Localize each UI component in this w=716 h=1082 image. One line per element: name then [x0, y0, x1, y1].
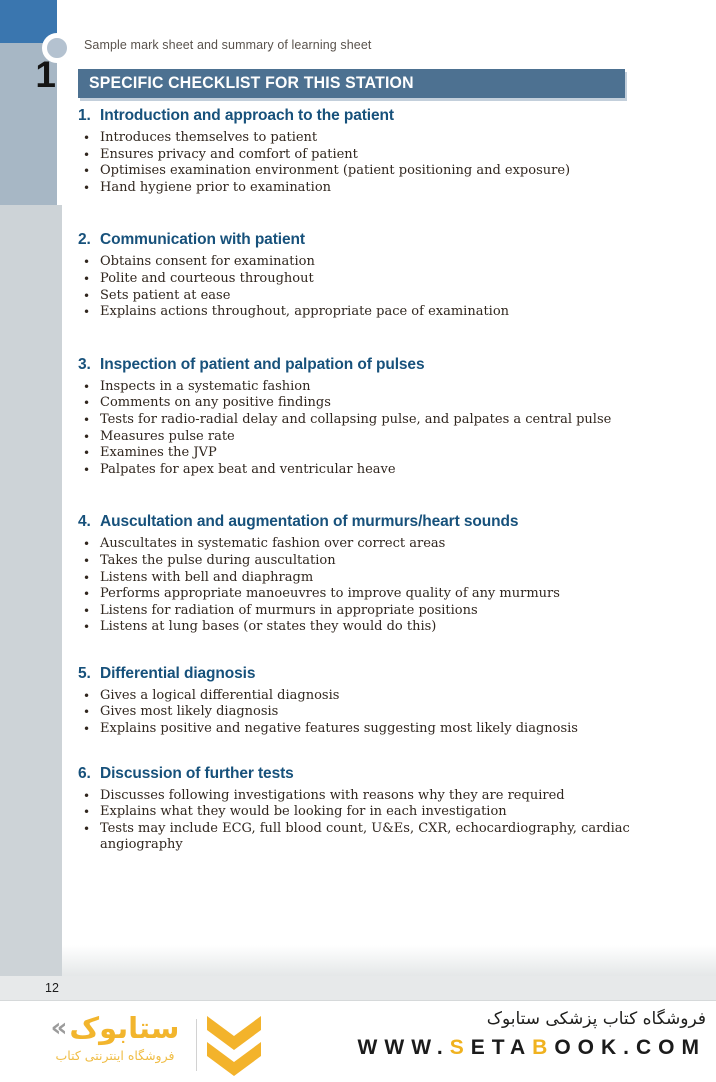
section-title: Differential diagnosis: [100, 664, 256, 682]
checklist-item: • Introduces themselves to patient: [78, 130, 638, 147]
section-title: Auscultation and augmentation of murmurs/heart sounds: [100, 513, 519, 531]
chapter-number: 1: [35, 54, 56, 95]
checklist-item: • Explains actions throughout, appropriate pace of examination: [78, 304, 638, 321]
section-title: Communication with patient: [100, 231, 305, 249]
checklist-item: • Tests may include ECG, full blood count, U&Es, CXR, echocardiography, cardiac angiography: [78, 821, 638, 854]
logo-tagline: فروشگاه اینترنتی کتاب: [55, 1048, 175, 1063]
checklist-item: • Performs appropriate manoeuvres to improve quality of any murmurs: [78, 586, 638, 603]
checklist-item: • Listens with bell and diaphragm: [78, 570, 638, 587]
setabook-logo: [40, 1011, 190, 1063]
checklist-items: [78, 788, 638, 854]
website-url-segment: WWW.: [357, 1036, 450, 1059]
section-title: Introduction and approach to the patient: [100, 107, 394, 124]
checklist-item: • Gives a logical differential diagnosis: [78, 688, 638, 705]
checklist-item: • Takes the pulse during auscultation: [78, 553, 638, 570]
checklist-item: • Measures pulse rate: [78, 429, 638, 446]
margin-note: Sample mark sheet and summary of learning sheet: [84, 38, 372, 52]
website-url-segment: ETA: [470, 1036, 533, 1059]
checklist-items: [78, 254, 638, 320]
website-url-segment: B: [532, 1036, 555, 1059]
logo-wordmark-text: ستابوک: [69, 1011, 180, 1045]
section-number: 5.: [78, 664, 91, 682]
website-url-segment: OOK.COM: [554, 1036, 706, 1059]
logo-wordmark: [40, 1011, 190, 1045]
checklist-item: • Discusses following investigations with reasons why they are required: [78, 788, 638, 805]
checklist-item: • Hand hygiene prior to examination: [78, 180, 638, 197]
checklist-item: • Gives most likely diagnosis: [78, 704, 638, 721]
website-url-segment: S: [449, 1036, 471, 1059]
checklist-section: [78, 764, 638, 854]
checklist-section: [78, 512, 638, 636]
section-number: 1.: [78, 107, 91, 124]
checklist-item: • Comments on any positive findings: [78, 395, 638, 412]
checklist-item: • Auscultates in systematic fashion over correct areas: [78, 536, 638, 553]
section-number: 2.: [78, 231, 91, 249]
section-heading: [78, 230, 638, 250]
checklist-item: • Explains positive and negative features suggesting most likely diagnosis: [78, 721, 638, 738]
checklist-section: [78, 355, 638, 479]
website-url: [358, 1036, 706, 1060]
checklist-item: • Examines the JVP: [78, 445, 638, 462]
checklist-item: • Tests for radio-radial delay and collapsing pulse, and palpates a central pulse: [78, 412, 638, 429]
sections: [78, 106, 638, 854]
section-number: 6.: [78, 764, 91, 782]
checklist-item: • Optimises examination environment (patient positioning and exposure): [78, 163, 638, 180]
checklist-item: • Ensures privacy and comfort of patient: [78, 147, 638, 164]
checklist-section: [78, 664, 638, 738]
section-title: Discussion of further tests: [100, 764, 294, 782]
checklist-item: • Obtains consent for examination: [78, 254, 638, 271]
footer-right: [358, 1007, 706, 1060]
checklist-item: • Inspects in a systematic fashion: [78, 379, 638, 396]
section-title: Inspection of patient and palpation of pulses: [100, 355, 425, 373]
section-number: 4.: [78, 513, 91, 531]
checklist-items: [78, 536, 638, 636]
section-number: 3.: [78, 355, 91, 373]
section-heading: [78, 512, 638, 532]
banner-title: SPECIFIC CHECKLIST FOR THIS STATION: [89, 74, 414, 92]
sidebar-lower-block: [0, 205, 62, 976]
double-chevron-icon: [207, 1013, 261, 1082]
page-number: 12: [45, 981, 59, 995]
checklist-items: [78, 688, 638, 738]
page-edge-fade: [0, 945, 716, 976]
checklist-item: • Polite and courteous throughout: [78, 271, 638, 288]
section-heading: [78, 106, 638, 126]
section-heading: [78, 664, 638, 684]
logo-divider: [196, 1019, 197, 1071]
checklist-section: [78, 106, 638, 196]
footer: [0, 1001, 716, 1079]
section-heading: [78, 355, 638, 375]
page-edge-band: [0, 976, 716, 1001]
section-heading: [78, 764, 638, 784]
guillemet-icon: «: [50, 1013, 68, 1043]
checklist-item: • Listens at lung bases (or states they would do this): [78, 619, 638, 636]
store-title-farsi: فروشگاه کتاب پزشکی ستابوک: [486, 1009, 706, 1029]
checklist-items: [78, 379, 638, 479]
checklist-item: • Sets patient at ease: [78, 288, 638, 305]
checklist-item: • Listens for radiation of murmurs in appropriate positions: [78, 603, 638, 620]
checklist-item: • Explains what they would be looking for in each investigation: [78, 804, 638, 821]
checklist-section: [78, 230, 638, 320]
checklist-items: [78, 130, 638, 196]
checklist-item: • Palpates for apex beat and ventricular heave: [78, 462, 638, 479]
station-checklist-banner: [78, 69, 625, 98]
